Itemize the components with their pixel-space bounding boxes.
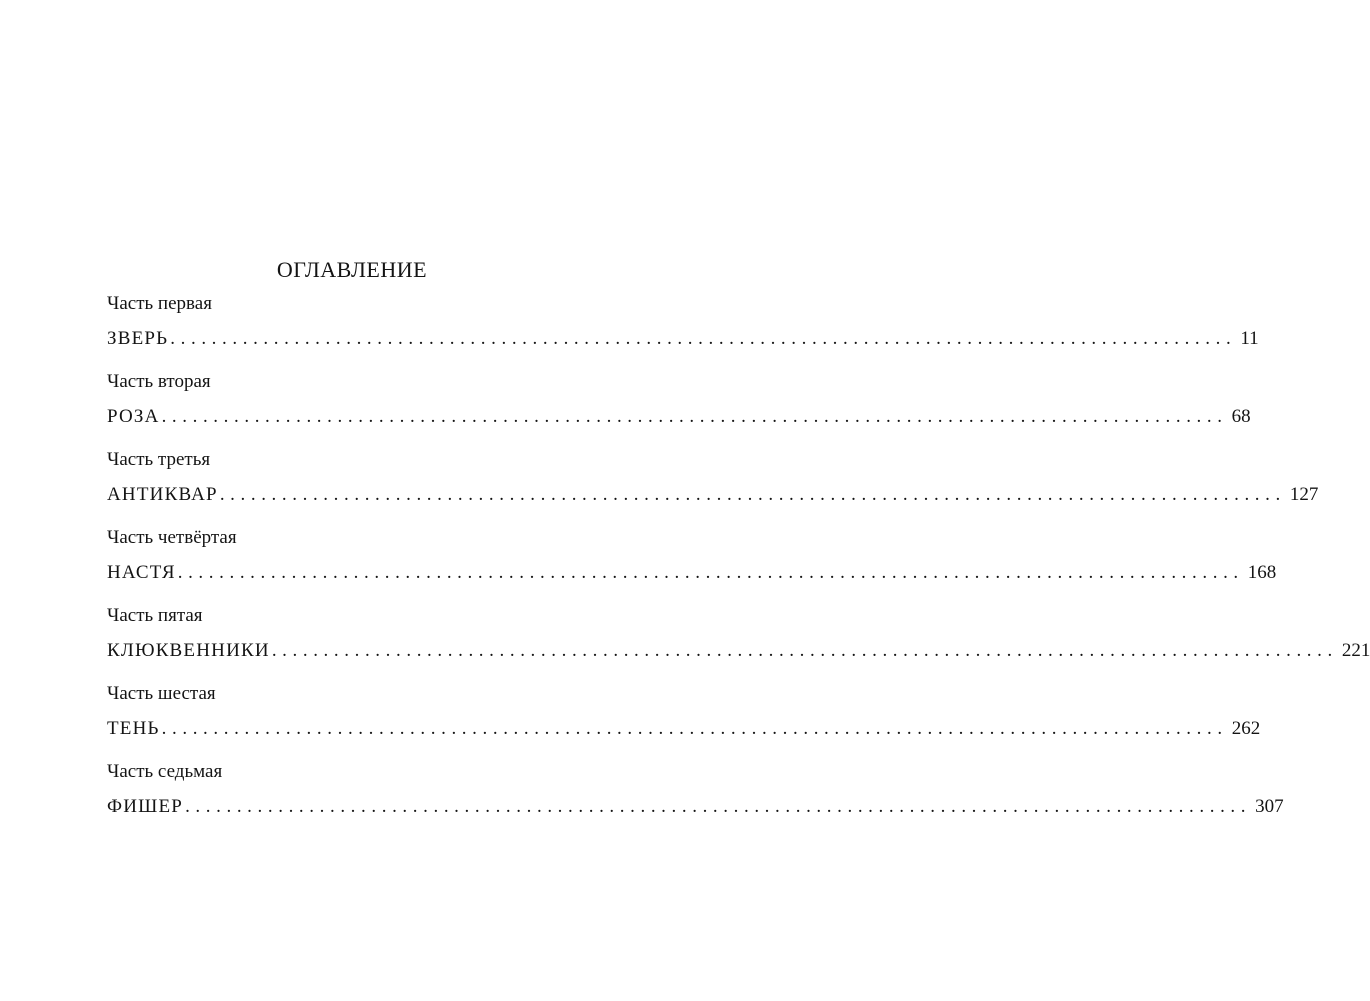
toc-title: ОГЛАВЛЕНИЕ [276,257,428,282]
toc-entry [107,560,1277,586]
dot-leader: ....................................................................................................... [170,328,1237,349]
toc-part-4 [107,525,1277,601]
page-number: 262 [1231,718,1261,739]
chapter-title: ФИШЕР [107,796,184,817]
toc-part-5 [107,603,1370,679]
part-label: Часть четвёртая [107,527,237,548]
page-number: 11 [1240,328,1259,349]
part-label: Часть третья [107,449,211,470]
page-number: 307 [1255,796,1284,817]
part-label: Часть седьмая [107,761,223,782]
dot-leader: ....................................................................................................... [161,406,1228,427]
toc-entry [107,794,1284,820]
page-number: 168 [1247,562,1277,583]
chapter-title: КЛЮКВЕННИКИ [107,640,270,661]
chapter-title: ТЕНЬ [107,718,160,739]
part-label: Часть шестая [107,683,216,704]
dot-leader: ....................................................................................................... [185,796,1252,817]
toc-entry [107,716,1261,742]
toc-part-6 [107,681,1261,757]
dot-leader: ....................................................................................................... [161,718,1228,739]
table-of-contents [107,255,1370,835]
dot-leader: ....................................................................................................... [177,562,1244,583]
dot-leader: ....................................................................................................... [271,640,1338,661]
toc-part-1 [107,291,1259,367]
toc-entry [107,482,1319,508]
chapter-title: РОЗА [107,406,160,427]
toc-part-2 [107,369,1251,445]
dot-leader: ....................................................................................................... [219,484,1286,505]
part-label: Часть первая [107,293,212,314]
chapter-title: НАСТЯ [107,562,176,583]
part-label: Часть пятая [107,605,203,626]
toc-part-7 [107,759,1284,835]
chapter-title: АНТИКВАР [107,484,218,505]
toc-entry [107,638,1370,664]
page-number: 221 [1341,640,1370,661]
toc-entry [107,404,1251,430]
toc-entry [107,326,1259,352]
part-label: Часть вторая [107,371,211,392]
chapter-title: ЗВЕРЬ [107,328,169,349]
page-number: 127 [1289,484,1319,505]
toc-part-3 [107,447,1319,523]
page-number: 68 [1231,406,1251,427]
